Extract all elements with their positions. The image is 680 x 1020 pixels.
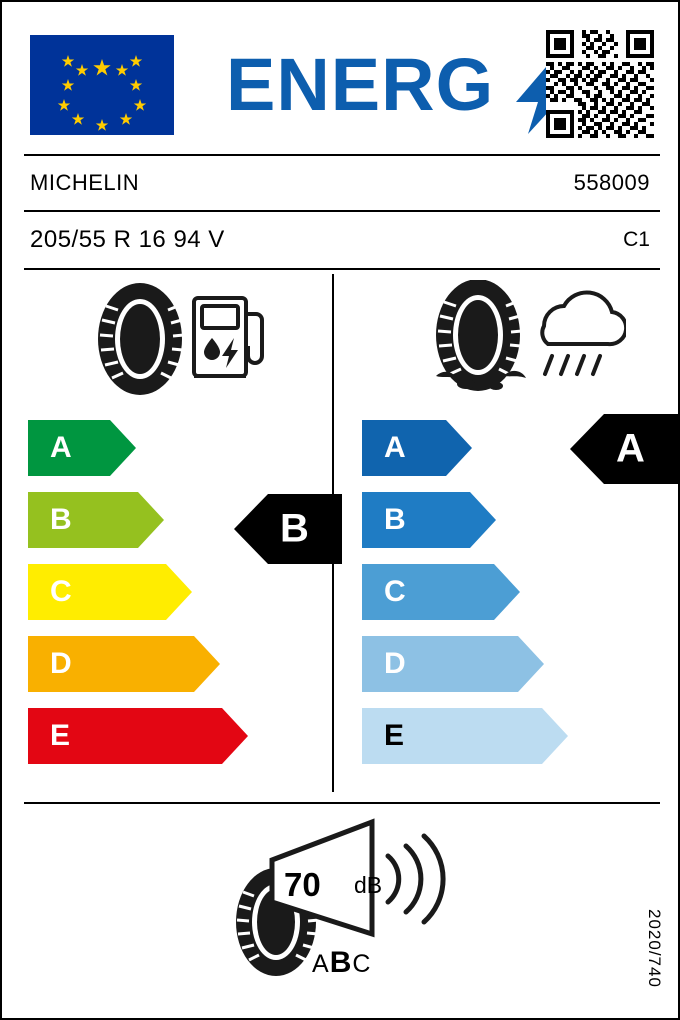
model-identifier: 558009: [573, 170, 650, 195]
tyre-loudspeaker-icon: [224, 814, 464, 994]
grade-bar-fuel-a: [28, 420, 248, 476]
wet-grip-scale: [362, 420, 568, 780]
fuel-selected-grade-marker: [234, 494, 342, 564]
qr-code-icon: [546, 30, 654, 138]
fuel-efficiency-scale: [28, 420, 248, 780]
divider-1: [24, 154, 660, 156]
grade-row-wet-e: [362, 708, 568, 770]
energy-wordmark: ENERG: [226, 43, 495, 126]
grade-row-wet-c: [362, 564, 568, 626]
grade-letter: B: [384, 503, 406, 536]
noise-class-a: A: [312, 950, 330, 978]
divider-4: [24, 802, 660, 804]
noise-class-c: C: [352, 950, 372, 978]
selected-grade-letter: A: [616, 426, 645, 471]
grade-bar-fuel-c: [28, 564, 248, 620]
grade-row-wet-a: [362, 420, 568, 482]
regulation-reference: 2020/740: [645, 909, 664, 988]
grade-letter: A: [384, 431, 406, 464]
divider-2: [24, 210, 660, 212]
noise-class-scale: [312, 946, 371, 980]
grade-bar-wet-a: [362, 420, 568, 476]
divider-3: [24, 268, 660, 270]
grade-letter: D: [384, 647, 406, 680]
tyre-class: C1: [623, 228, 650, 251]
grade-row-fuel-a: [28, 420, 248, 482]
grade-bar-fuel-d: [28, 636, 248, 692]
grade-letter: A: [50, 431, 72, 464]
tyre-fuel-pump-icon: [88, 280, 268, 398]
grade-row-wet-b: [362, 492, 568, 554]
tyre-size: 205/55 R 16 94 V: [30, 226, 225, 253]
grade-letter: D: [50, 647, 72, 680]
grade-letter: B: [50, 503, 72, 536]
wet-selected-grade-marker: [570, 414, 678, 484]
grade-letter: E: [384, 719, 405, 752]
grade-letter: C: [384, 575, 406, 608]
noise-unit: dB: [354, 872, 383, 898]
grade-bar-wet-c: [362, 564, 568, 620]
eu-flag-icon: [30, 35, 174, 135]
grade-letter: C: [50, 575, 72, 608]
grade-bar-fuel-e: [28, 708, 248, 764]
grade-row-fuel-e: [28, 708, 248, 770]
noise-class-b-selected: B: [329, 946, 353, 979]
selected-grade-letter: B: [280, 506, 309, 551]
grade-row-fuel-d: [28, 636, 248, 698]
grade-row-wet-d: [362, 636, 568, 698]
grade-bar-fuel-b: [28, 492, 248, 548]
grade-letter: E: [50, 719, 71, 752]
brand-name: MICHELIN: [30, 170, 140, 195]
grade-row-fuel-c: [28, 564, 248, 626]
grade-row-fuel-b: [28, 492, 248, 554]
noise-value: 70: [284, 866, 321, 903]
tyre-rain-cloud-icon: [426, 280, 626, 398]
label-header: [30, 30, 654, 142]
grade-bar-wet-d: [362, 636, 568, 692]
grade-bar-wet-e: [362, 708, 568, 764]
grade-bar-wet-b: [362, 492, 568, 548]
